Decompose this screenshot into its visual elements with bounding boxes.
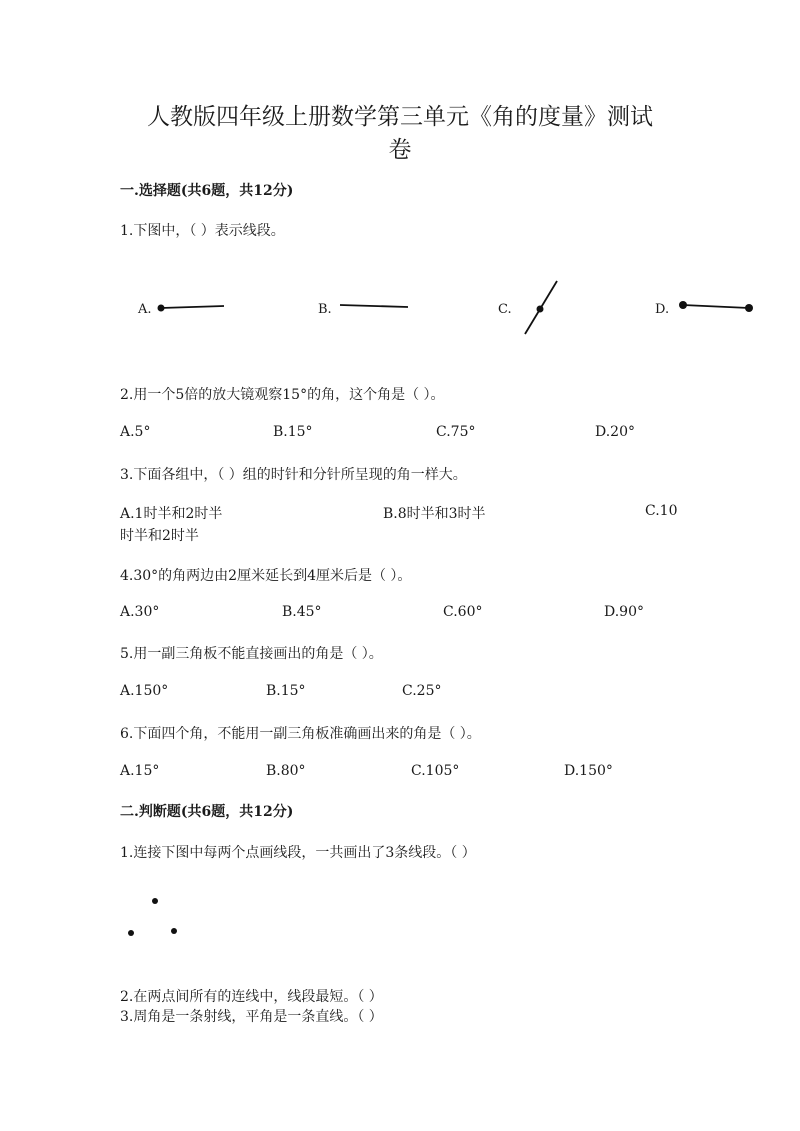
option-c: C.10 xyxy=(645,503,678,519)
option-b: B.80° xyxy=(266,763,306,779)
endpoint-dot-right xyxy=(745,304,753,312)
point-top xyxy=(152,898,158,904)
point-bottom-left xyxy=(128,930,134,936)
figure-label-c: C. xyxy=(498,302,512,317)
question-stem: 2.在两点间所有的连线中，线段最短。（ ） xyxy=(120,989,383,1005)
section-heading-judgment: 二.判断题(共6题，共12分) xyxy=(120,804,294,820)
page-title: 人教版四年级上册数学第三单元《角的度量》测试 xyxy=(147,104,653,130)
figure-c-ray xyxy=(520,278,565,338)
endpoint-dot xyxy=(537,306,544,313)
question-stem: 3.下面各组中，（ ）组的时针和分针所呈现的角一样大。 xyxy=(120,467,467,483)
question-stem: 5.用一副三角板不能直接画出的角是（ ）。 xyxy=(120,646,383,662)
segment-line xyxy=(683,305,749,308)
option-a: A.1时半和2时半 xyxy=(120,506,223,522)
three-points-figure xyxy=(120,890,190,945)
section-heading-choice: 一.选择题(共6题，共12分) xyxy=(120,183,294,199)
question-stem: 1.下图中，（ ）表示线段。 xyxy=(120,223,285,239)
question-stem: 1.连接下图中每两个点画线段，一共画出了3条线段。（ ） xyxy=(120,845,476,861)
option-c: C.75° xyxy=(436,424,476,440)
option-a: A.5° xyxy=(120,424,151,440)
figure-label-d: D. xyxy=(655,302,670,317)
ray-line xyxy=(161,306,224,308)
option-b: B.45° xyxy=(282,604,322,620)
option-a: A.150° xyxy=(120,683,169,699)
option-b: B.15° xyxy=(273,424,313,440)
option-d: D.90° xyxy=(604,604,644,620)
option-a: A.30° xyxy=(120,604,160,620)
figure-a-ray xyxy=(150,295,230,320)
option-b: B.8时半和3时半 xyxy=(383,506,486,522)
option-c: C.105° xyxy=(411,763,460,779)
option-b: B.15° xyxy=(266,683,306,699)
figure-label-b: B. xyxy=(318,302,332,317)
page-title-continued: 卷 xyxy=(388,137,412,163)
option-c-continued: 时半和2时半 xyxy=(120,528,199,544)
question-stem: 6.下面四个角，不能用一副三角板准确画出来的角是（ ）。 xyxy=(120,726,481,742)
point-bottom-right xyxy=(171,928,177,934)
straight-line xyxy=(340,305,408,307)
question-stem: 2.用一个5倍的放大镜观察15°的角，这个角是（ ）。 xyxy=(120,387,445,403)
option-d: D.20° xyxy=(595,424,635,440)
question-stem: 4.30°的角两边由2厘米延长到4厘米后是（ ）。 xyxy=(120,568,412,584)
option-a: A.15° xyxy=(120,763,160,779)
option-c: C.60° xyxy=(443,604,483,620)
figure-d-segment xyxy=(670,295,760,320)
option-c: C.25° xyxy=(402,683,442,699)
question-stem: 3.周角是一条射线，平角是一条直线。（ ） xyxy=(120,1009,383,1025)
option-d: D.150° xyxy=(564,763,613,779)
figure-b-line xyxy=(335,295,415,320)
figure-label-a: A. xyxy=(138,302,152,317)
